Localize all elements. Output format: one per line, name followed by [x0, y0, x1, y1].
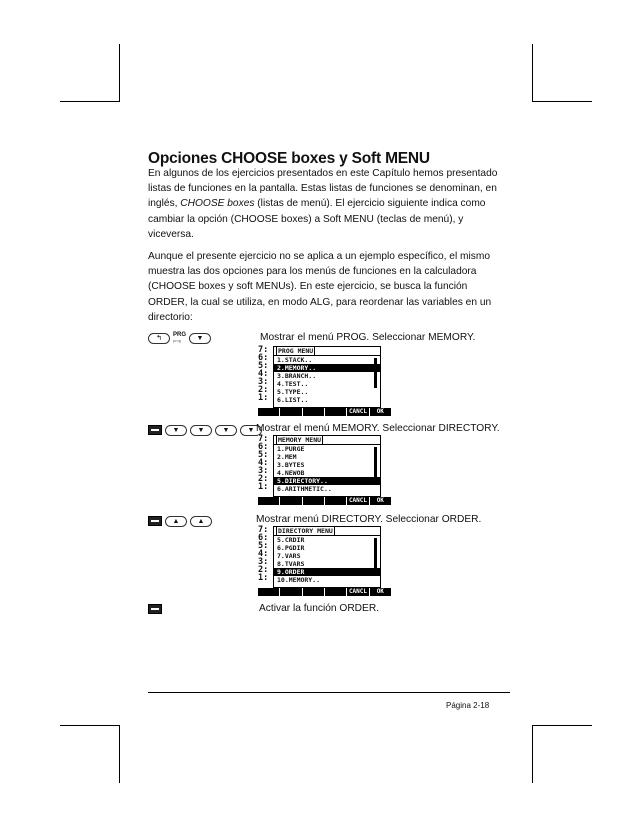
keystroke-sequence [148, 423, 262, 437]
down-arrow-icon: ▼ [215, 425, 237, 436]
ok-key-icon [148, 516, 162, 526]
ok-soft-key[interactable]: OK [370, 497, 391, 505]
down-arrow-icon: ▼ [190, 425, 212, 436]
step-description: Mostrar el menú PROG. Seleccionar MEMORY. [260, 332, 476, 343]
soft-key[interactable] [325, 497, 346, 505]
crop-mark [532, 725, 533, 783]
page-number: Página 2-18 [446, 701, 490, 710]
ok-soft-key[interactable]: OK [370, 588, 391, 596]
soft-menu-bar [258, 408, 391, 416]
crop-mark [60, 725, 120, 726]
menu-item[interactable]: 1.PURGE [277, 445, 305, 453]
scrollbar[interactable] [374, 447, 377, 477]
stack-levels: 7: 6: 5: 4: 3: 2: 1: [258, 434, 269, 492]
soft-key[interactable] [303, 497, 324, 505]
menu-item[interactable]: 4.TEST.. [277, 380, 309, 388]
soft-menu-bar [258, 497, 391, 505]
menu-item[interactable]: 7.VARS [277, 552, 301, 560]
stack-levels: 7: 6: 5: 4: 3: 2: 1: [258, 525, 269, 583]
crop-mark [532, 725, 592, 726]
choose-box [273, 526, 381, 588]
paragraph-intro: En algunos de los ejercicios presentados en este Capítulo hemos presentado listas de funciones en la pantalla. Estas listas de funciones se denominan, en inglés, CHOOSE boxes (listas de menú). El ejercicio siguiente indica como cambiar la opción (CHOOSE boxes) a Soft MENU (teclas de menú), y viceversa. [148, 168, 498, 240]
ok-key-icon [148, 604, 162, 614]
soft-key[interactable] [258, 497, 279, 505]
soft-key[interactable] [258, 408, 279, 416]
soft-key[interactable] [280, 497, 301, 505]
scrollbar[interactable] [374, 358, 377, 388]
menu-item[interactable]: 2.MEM [277, 453, 297, 461]
crop-mark [532, 44, 533, 102]
cancel-soft-key[interactable]: CANCL [348, 588, 367, 595]
footer-rule [148, 692, 510, 693]
calculator-screen [258, 526, 391, 596]
menu-item[interactable]: 5.TYPE.. [277, 388, 309, 396]
soft-key[interactable] [325, 408, 346, 416]
stack-levels: 7: 6: 5: 4: 3: 2: 1: [258, 345, 269, 403]
choose-box [273, 435, 381, 497]
menu-item[interactable]: 6.ARITHMETIC.. [277, 485, 332, 493]
soft-menu-bar [258, 588, 391, 596]
menu-item[interactable]: 8.TVARS [277, 560, 305, 568]
up-arrow-icon: ▲ [190, 516, 212, 527]
down-arrow-icon: ▼ [165, 425, 187, 436]
menu-title: PROG MENU [274, 347, 380, 356]
soft-key[interactable] [303, 408, 324, 416]
step-description: Mostrar el menú MEMORY. Seleccionar DIRECTORY. [256, 423, 500, 434]
soft-key[interactable] [325, 588, 346, 596]
menu-item-selected[interactable]: 5.DIRECTORY.. [274, 477, 380, 485]
menu-item[interactable]: 3.BRANCH.. [277, 372, 317, 380]
paragraph-exercise: Aunque el presente ejercicio no se aplica a un ejemplo específico, el mismo muestra las dos opciones para los menús de funciones en la calculadora (CHOOSE boxes y soft MENUs). En este ejercicio, se busca la función ORDER, la cual se utiliza, en modo ALG, para reordenar las variables en un directorio: [148, 251, 492, 323]
calculator-screen [258, 435, 391, 505]
soft-key[interactable] [280, 588, 301, 596]
down-arrow-icon: ▼ [240, 425, 262, 436]
calculator-screen [258, 346, 391, 416]
soft-key[interactable] [303, 588, 324, 596]
menu-item-selected[interactable]: 9.ORDER [274, 568, 380, 576]
left-shift-icon: ↰ [148, 333, 170, 344]
crop-mark [60, 101, 120, 102]
page-title: Opciones CHOOSE boxes y Soft MENU [148, 150, 430, 167]
menu-title: MEMORY MENU [274, 436, 380, 445]
choose-box [273, 346, 381, 408]
menu-item[interactable]: 4.NEWOB [277, 469, 305, 477]
soft-key[interactable] [258, 588, 279, 596]
crop-mark [119, 44, 120, 102]
keystroke-sequence [148, 602, 162, 616]
step-description: Activar la función ORDER. [259, 603, 380, 614]
ok-key-icon [148, 425, 162, 435]
soft-key[interactable] [280, 408, 301, 416]
prog-key: PRG prog [173, 332, 187, 343]
keystroke-sequence [148, 331, 211, 345]
ok-soft-key[interactable]: OK [370, 408, 391, 416]
scrollbar[interactable] [374, 538, 377, 568]
crop-mark [119, 725, 120, 783]
up-arrow-icon: ▲ [165, 516, 187, 527]
keystroke-sequence [148, 514, 212, 528]
menu-item-selected[interactable]: 2.MEMORY.. [274, 364, 380, 372]
menu-item[interactable]: 10.MEMORY.. [277, 576, 321, 584]
menu-item[interactable]: 6.LIST.. [277, 396, 309, 404]
cancel-soft-key[interactable]: CANCL [348, 497, 367, 504]
menu-item[interactable]: 3.BYTES [277, 461, 305, 469]
menu-item[interactable]: 5.CRDIR [277, 536, 305, 544]
menu-item[interactable]: 6.PGDIR [277, 544, 305, 552]
menu-item[interactable]: 1.STACK.. [277, 356, 313, 364]
crop-mark [532, 101, 592, 102]
down-arrow-icon: ▼ [189, 333, 211, 344]
cancel-soft-key[interactable]: CANCL [348, 408, 367, 415]
step-description: Mostrar menú DIRECTORY. Seleccionar ORDER. [256, 514, 482, 525]
menu-title: DIRECTORY MENU [274, 527, 380, 536]
